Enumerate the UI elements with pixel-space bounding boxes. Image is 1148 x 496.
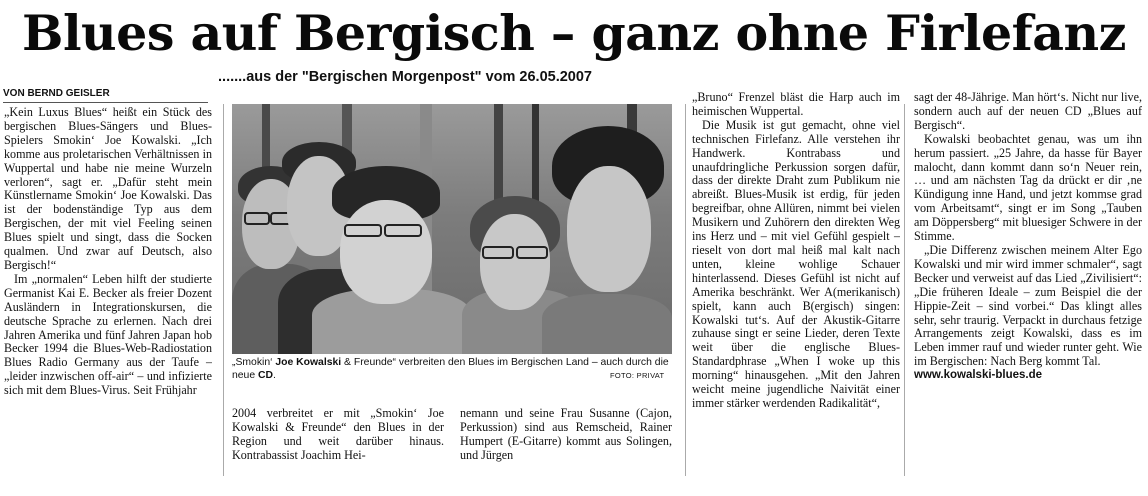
caption-text: . — [273, 370, 276, 381]
column-divider — [223, 104, 224, 476]
paragraph: Im „normalen“ Leben hilft der studierte Germanist Kai E. Becker als freier Dozent Ausländern in Integrationskursen, die deutsche Sprache zu erlernen. Nach drei Jahren Amerika und fünf Jahren Japan hob Becker 1994 die Blues-Web-Radiostation Blues Radio Germany aus der Taufe – „leider inzwischen off-air“ – und infizierte sich mit dem Blues-Virus. Seit Frühjahr — [4, 271, 212, 398]
headline: Blues auf Bergisch – ganz ohne Firlefanz — [22, 4, 1126, 62]
article-column-5 — [914, 91, 1142, 476]
photo-caption — [232, 356, 672, 382]
paragraph: „Bruno“ Frenzel bläst die Harp auch im heimischen Wuppertal. — [692, 91, 900, 118]
paragraph: „Die Differenz zwischen meinem Alter Ego Kowalski und mir wird immer schmaler“, sagt Becker und verweist auf das Lied „Zivilisiert“: „Die früheren Ideale – zum Beispiel die der Hippie-Zeit – sind vorbei.“ Das klingt alles sehr, sehr traurig. Verpackt in durchaus fetzige Arrangements zeigt Kowalski, dass es im Leben immer rauf und wieder runter geht. Wie im Bergischen: Nach Berg kommt Tal. — [914, 242, 1142, 369]
paragraph: nemann und seine Frau Susanne (Cajon, Perkussion) sind aus Remscheid, Rainer Humpert (E-Gitarre) kommt aus Solingen, und Jürgen — [460, 407, 672, 462]
photo-credit: FOTO: PRIVAT — [610, 371, 665, 380]
column-divider — [904, 104, 905, 476]
website-link[interactable]: www.kowalski-blues.de — [914, 369, 1043, 382]
article-column-3 — [460, 407, 672, 477]
caption-text: „Smokin‘ — [232, 357, 276, 368]
caption-text: & Freunde“ verbreiten den Blues im Bergischen Land – auch durch die neue — [232, 357, 669, 381]
band-photo — [232, 104, 672, 354]
column-divider — [685, 104, 686, 476]
paragraph: sagt der 48-Jährige. Man hört‘s. Nicht nur live, sondern auch auf der neuen CD „Blues auf Bergisch“. — [914, 91, 1142, 132]
paragraph: Kowalski beobachtet genau, was um ihn herum passiert. „25 Jahre, da hasse für Bayer malocht, dann kommt dann so‘n Neuer rein, … und am nächsten Tag da drückt er dir ‚ne Kündigung inne Hand, und jetzt kommse grad vom Arbeitsamt“, singt er im Song „Tauben am Döppersberg“ mit bluesiger Schwere in der Stimme. — [914, 131, 1142, 244]
article-column-2 — [232, 407, 444, 477]
source-line: .......aus der "Bergischen Morgenpost" vom 26.05.2007 — [218, 69, 592, 85]
article-column-1 — [4, 106, 212, 476]
paragraph: „Kein Luxus Blues“ heißt ein Stück des bergischen Blues-Sängers und Blues-Spielers Smokin‘ Joe Kowalski. „Ich komme aus proletarischen Verhältnissen in Wuppertal und habe nie meine Wurzeln verloren“, sagt er. „Dafür steht mein Künstlername Smokin‘ Joe Kowalski. Das ist der bodenständige Typ aus dem Bergischen, der mit viel Feeling seinen Blues spielt und singt, dass die Socken qualmen. Und zwar auf Deutsch, also Bergisch!“ — [4, 106, 212, 272]
article-column-4 — [692, 91, 900, 476]
caption-name: Joe Kowalski — [275, 357, 342, 368]
paragraph: Die Musik ist gut gemacht, ohne viel technischen Firlefanz. Alle verstehen ihr Handwerk. Kontrabass und unaufdringliche Perkussion sorgen dafür, dass der direkte Draht zum Publikum nie abreißt. Blues-Musik ist erdig, für jeden begreifbar, ohne Allüren, nimmt bei vielen Musikern und Zuhörern den direkten Weg ins Herz und – mit viel Gefühl gespielt – rieselt von dort mal heiß mal kalt nach unten, kleine wohlige Schauer hinterlassend. Dieses Gefühl ist nicht auf Amerika beschränkt. Wer A(merikanisch) spielt, kann auch B(ergisch) singen: Kowalski tut‘s. Auf der Akustik-Gitarre zuhause singt er seine Lieder, deren Texte weit über die englische Blues-Standardphrase „When I woke up this morning“ hinausgehen. „Mit den Jahren weicht meine jugendliche Naivität einer immer stärker werdenden Radikalität“, — [692, 117, 900, 410]
byline: VON BERND GEISLER — [3, 88, 208, 103]
paragraph: 2004 verbreitet er mit „Smokin‘ Joe Kowalski & Freunde“ den Blues in der Region und weit darüber hinaus. Kontrabassist Joachim Hei- — [232, 407, 444, 462]
caption-cd: CD — [258, 370, 274, 381]
